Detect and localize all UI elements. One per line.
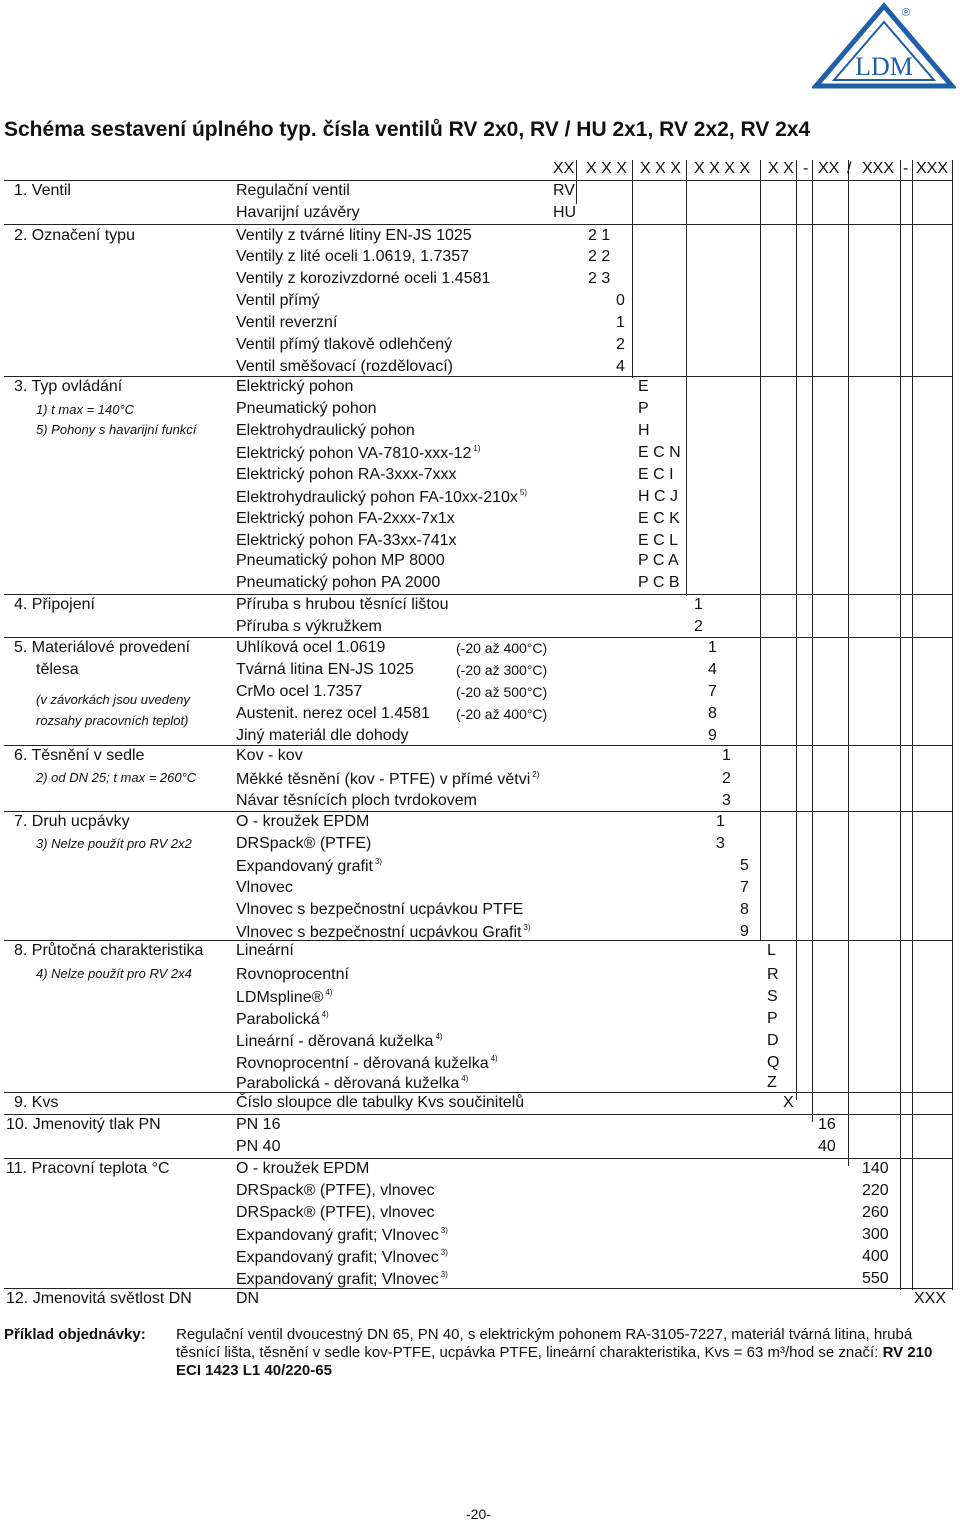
- option-text: [236, 618, 382, 636]
- option-label: Pneumatický pohon: [236, 400, 377, 417]
- option-text: [236, 879, 293, 897]
- option-label: DRSpack® (PTFE), vlnovec: [236, 1204, 435, 1221]
- option-text: [236, 1138, 280, 1156]
- example-label: Příklad objednávky:: [4, 1326, 146, 1343]
- option-label: DRSpack® (PTFE): [236, 835, 372, 852]
- footnote: rozsahy pracovních teplot): [36, 713, 189, 728]
- option-code: 9: [708, 727, 717, 744]
- footnote-ref: 4): [325, 988, 333, 997]
- option-code: 2: [694, 618, 703, 635]
- option-label: DRSpack® (PTFE), vlnovec: [236, 1182, 435, 1199]
- option-text: [236, 988, 333, 1007]
- section-label: 12. Jmenovitá světlost DN: [6, 1290, 192, 1307]
- option-code: Q: [767, 1054, 780, 1071]
- option-code: 5: [740, 857, 749, 874]
- option-text: [236, 792, 477, 810]
- footnote-ref: 3): [523, 923, 531, 932]
- option-label: Elektrohydraulický pohon: [236, 422, 415, 439]
- row-separator: [4, 1158, 952, 1159]
- footnote: 4) Nelze použít pro RV 2x4: [36, 966, 192, 981]
- option-code: 3: [716, 835, 725, 852]
- option-text: [236, 966, 349, 984]
- option-code: 8: [740, 901, 749, 918]
- option-code: P: [767, 1010, 778, 1027]
- option-label: Ventil přímý tlakově odlehčený: [236, 336, 453, 353]
- temperature-range: (-20 až 500°C): [456, 684, 548, 700]
- option-label: Pneumatický pohon MP 8000: [236, 552, 445, 569]
- divider: [796, 160, 797, 1100]
- option-code: E C K: [638, 510, 680, 527]
- divider: [812, 160, 813, 1122]
- option-label: Expandovaný grafit: [236, 858, 373, 875]
- row-separator: [4, 1114, 952, 1115]
- option-label: Elektrický pohon FA-2xxx-7x1x: [236, 510, 455, 527]
- option-text: [236, 314, 337, 332]
- option-label: Lineární - děrovaná kuželka: [236, 1033, 434, 1050]
- footnote-ref: 4): [490, 1054, 498, 1063]
- option-code: RV: [553, 182, 575, 199]
- code-segment: X X: [768, 160, 794, 177]
- option-code: 1: [708, 639, 717, 656]
- option-label: Ventily z korozivzdorné oceli 1.4581: [236, 270, 491, 287]
- option-text: [236, 466, 457, 484]
- option-code: 7: [708, 683, 717, 700]
- option-code: 1: [694, 596, 703, 613]
- row-separator: [4, 1092, 952, 1093]
- option-text: [236, 596, 449, 614]
- section-label: 7. Druh ucpávky: [14, 813, 130, 830]
- code-segment: XX: [818, 160, 840, 177]
- row-separator: [4, 1288, 952, 1289]
- option-label: Vlnovec: [236, 879, 293, 896]
- footnote-ref: 4): [435, 1032, 443, 1041]
- option-text: [236, 1074, 468, 1093]
- option-text: [236, 1182, 435, 1200]
- option-label: Elektrický pohon: [236, 378, 354, 395]
- section-label: 8. Průtočná charakteristika: [14, 942, 204, 959]
- divider: [952, 160, 953, 1290]
- option-text: [236, 532, 457, 550]
- option-code: H C J: [638, 488, 678, 505]
- option-code: 2 2: [588, 248, 611, 265]
- divider: [576, 160, 577, 204]
- option-text: [236, 510, 455, 528]
- row-separator: [4, 594, 952, 595]
- divider: [760, 160, 761, 940]
- option-label: Elektrický pohon RA-3xxx-7xxx: [236, 466, 457, 483]
- code-segment: X X X X: [694, 160, 751, 177]
- option-text: [236, 248, 469, 266]
- option-label: Uhlíková ocel 1.0619: [236, 639, 386, 656]
- registered-mark: ®: [902, 7, 911, 19]
- footnote-ref: 3): [440, 1226, 448, 1235]
- option-label: Parabolická: [236, 1011, 320, 1028]
- option-code: D: [767, 1032, 779, 1049]
- option-label: Příruba s hrubou těsnící lištou: [236, 596, 449, 613]
- option-text: [236, 422, 415, 440]
- option-code: E C L: [638, 532, 679, 549]
- footnote-ref: 4): [321, 1010, 329, 1019]
- option-code: 0: [616, 292, 625, 309]
- option-code: 40: [818, 1138, 836, 1155]
- option-label: PN 40: [236, 1138, 281, 1155]
- page-number: -20-: [466, 1506, 491, 1522]
- footnote-ref: 3): [374, 857, 383, 866]
- option-text: [236, 358, 453, 376]
- option-code: E C N: [638, 444, 681, 461]
- option-text: [236, 1160, 369, 1178]
- section-label: 5. Materiálové provedení: [14, 639, 191, 656]
- option-label: Kov - kov: [236, 747, 303, 764]
- option-text: [236, 639, 385, 657]
- code-segment: XXX: [916, 160, 949, 177]
- option-text: [236, 574, 440, 592]
- footnote-ref: 2): [532, 770, 540, 779]
- option-text: [236, 901, 523, 919]
- section-label: 2. Označení typu: [14, 227, 135, 244]
- option-text: [236, 1204, 435, 1222]
- code-segment: XX: [553, 160, 575, 177]
- footnote: 3) Nelze použít pro RV 2x2: [36, 836, 192, 851]
- option-label: Parabolická - děrovaná kuželka: [236, 1075, 460, 1092]
- row-separator: [4, 811, 952, 812]
- option-text: [236, 1226, 448, 1245]
- divider: [686, 160, 687, 596]
- option-code: 2 1: [588, 227, 611, 244]
- option-label: LDMspline®: [236, 989, 324, 1006]
- section-label: 1. Ventil: [14, 182, 71, 199]
- option-text: [236, 661, 414, 679]
- option-label: Elektrohydraulický pohon FA-10xx-210x: [236, 489, 518, 506]
- option-label: O - kroužek EPDM: [236, 813, 370, 830]
- option-text: [236, 1290, 259, 1308]
- option-code: P C B: [638, 574, 680, 591]
- ldm-logo: [812, 2, 956, 92]
- option-label: Rovnoprocentní: [236, 966, 349, 983]
- option-code: R: [767, 966, 779, 983]
- code-segment: /: [847, 160, 852, 177]
- option-label: Elektrický pohon FA-33xx-741x: [236, 532, 457, 549]
- option-label: Jiný materiál dle dohody: [236, 727, 409, 744]
- option-label: Ventily z lité oceli 1.0619, 1.7357: [236, 248, 470, 265]
- code-segment: -: [803, 160, 809, 177]
- option-code: 2: [722, 770, 731, 787]
- footnote: 1) t max = 140°C: [36, 402, 135, 417]
- temperature-range: (-20 až 400°C): [456, 640, 548, 656]
- option-label: PN 16: [236, 1116, 281, 1133]
- option-text: [236, 1248, 448, 1267]
- option-text: [236, 552, 445, 570]
- option-code: 7: [740, 879, 749, 896]
- option-code: P C A: [638, 552, 679, 569]
- option-text: [236, 227, 472, 245]
- option-text: [236, 1270, 448, 1289]
- option-label: Pneumatický pohon PA 2000: [236, 574, 441, 591]
- option-code: 9: [740, 923, 749, 940]
- section-label: 6. Těsnění v sedle: [14, 747, 145, 764]
- option-text: [236, 400, 377, 418]
- option-code: P: [638, 400, 649, 417]
- section-label: 4. Připojení: [14, 596, 95, 613]
- example-code: RV 210 ECI 1423 L1 40/220-65: [176, 1344, 933, 1379]
- option-text: [236, 683, 362, 701]
- option-label: Vlnovec s bezpečnostní ucpávkou PTFE: [236, 901, 524, 918]
- option-code: H: [638, 422, 650, 439]
- option-label: Expandovaný grafit; Vlnovec: [236, 1249, 439, 1266]
- option-code: 300: [862, 1226, 889, 1243]
- option-label: Expandovaný grafit; Vlnovec: [236, 1227, 439, 1244]
- option-label: Lineární: [236, 942, 294, 959]
- option-code: S: [767, 988, 778, 1005]
- option-code: L: [767, 942, 776, 959]
- option-label: Příruba s výkružkem: [236, 618, 382, 635]
- option-label: CrMo ocel 1.7357: [236, 683, 363, 700]
- option-label: Rovnoprocentní - děrovaná kuželka: [236, 1055, 489, 1072]
- section-label: 11. Pracovní teplota °C: [6, 1160, 170, 1177]
- option-code: 1: [722, 747, 731, 764]
- option-code: 1: [616, 314, 625, 331]
- example-text: [176, 1326, 956, 1380]
- code-segment: X X X: [586, 160, 627, 177]
- option-text: [236, 1010, 329, 1029]
- option-code: 8: [708, 705, 717, 722]
- footnote-ref: 5): [519, 488, 528, 497]
- option-label: Návar těsnících ploch tvrdokovem: [236, 792, 477, 809]
- option-label: Ventily z tvárné litiny EN-JS 1025: [236, 227, 472, 244]
- option-code: 4: [708, 661, 717, 678]
- row-separator: [4, 180, 952, 181]
- code-segment: X X X: [640, 160, 681, 177]
- option-text: [236, 813, 369, 831]
- option-code: 140: [862, 1160, 889, 1177]
- option-text: [236, 942, 294, 960]
- option-label: Měkké těsnění (kov - PTFE) v přímé větvi: [236, 771, 531, 788]
- option-code: E C I: [638, 466, 674, 483]
- option-code: 4: [616, 358, 625, 375]
- option-label: O - kroužek EPDM: [236, 1160, 370, 1177]
- footnote: 5) Pohony s havarijní funkcí: [36, 422, 197, 437]
- row-separator: [4, 745, 952, 746]
- option-label: Austenit. nerez ocel 1.4581: [236, 705, 430, 722]
- option-text: [236, 444, 481, 463]
- option-code: 550: [862, 1270, 889, 1287]
- option-label: Regulační ventil: [236, 182, 350, 199]
- code-segment: XXX: [862, 160, 895, 177]
- option-label: Ventil reverzní: [236, 314, 338, 331]
- option-label: Vlnovec s bezpečnostní ucpávkou Grafit: [236, 924, 522, 941]
- option-text: [236, 747, 303, 765]
- option-code: XXX: [914, 1290, 947, 1307]
- page-title: Schéma sestavení úplného typ. čísla ventilů RV 2x0, RV / HU 2x1, RV 2x2, RV 2x4: [4, 118, 811, 141]
- option-code: 2: [616, 336, 625, 353]
- option-code: 2 3: [588, 270, 611, 287]
- option-code: 1: [716, 813, 725, 830]
- footnote: 2) od DN 25; t max = 260°C: [36, 770, 197, 785]
- divider: [900, 160, 901, 1290]
- logo-text: LDM: [855, 52, 913, 81]
- option-text: [236, 1094, 524, 1112]
- option-code: 16: [818, 1116, 836, 1133]
- footnote-ref: 3): [440, 1270, 448, 1279]
- option-code: E: [638, 378, 649, 395]
- option-text: [236, 705, 430, 723]
- option-text: [236, 336, 452, 354]
- section-label: tělesa: [36, 661, 79, 678]
- temperature-range: (-20 až 300°C): [456, 662, 548, 678]
- divider: [912, 160, 913, 1290]
- footnote: (v závorkách jsou uvedeny: [36, 692, 190, 707]
- option-label: Číslo sloupce dle tabulky Kvs součinitelů: [236, 1094, 525, 1111]
- section-label: 9. Kvs: [14, 1094, 59, 1111]
- example-description: Regulační ventil dvoucestný DN 65, PN 40, s elektrickým pohonem RA-3105-7227, materiál tvárná litina, hrubá těsnící lišta, těsnění v sedle kov-PTFE, ucpávka PTFE, lineární charakteristika, Kvs = 63 m³/hod se značí:: [176, 1326, 913, 1361]
- option-label: Expandovaný grafit; Vlnovec: [236, 1271, 439, 1288]
- option-text: [236, 770, 539, 789]
- row-separator: [4, 224, 952, 225]
- option-label: Havarijní uzávěry: [236, 204, 360, 221]
- divider: [847, 160, 852, 1166]
- option-text: [236, 835, 371, 853]
- option-code: 3: [722, 792, 731, 809]
- option-label: Elektrický pohon VA-7810-xxx-12: [236, 445, 472, 462]
- row-separator: [4, 940, 952, 941]
- row-separator: [4, 637, 952, 638]
- divider: [632, 160, 633, 378]
- option-text: [236, 378, 353, 396]
- option-text: [236, 857, 382, 876]
- footnote-ref: 1): [473, 444, 481, 453]
- option-text: [236, 1054, 498, 1073]
- option-label: DN: [236, 1290, 260, 1307]
- option-text: [236, 1032, 443, 1051]
- option-label: Tvárná litina EN-JS 1025: [236, 661, 414, 678]
- option-code: HU: [553, 204, 577, 221]
- option-code: X: [783, 1094, 794, 1111]
- option-label: Ventil přímý: [236, 292, 320, 309]
- temperature-range: (-20 až 400°C): [456, 706, 548, 722]
- code-segment: -: [903, 160, 909, 177]
- footnote-ref: 4): [461, 1074, 469, 1083]
- row-separator: [4, 376, 952, 377]
- option-code: Z: [767, 1074, 777, 1091]
- option-code: 220: [862, 1182, 889, 1199]
- option-text: [236, 270, 490, 288]
- option-text: [236, 204, 360, 222]
- option-text: [236, 292, 320, 310]
- footnote-ref: 3): [440, 1248, 448, 1257]
- section-label: 3. Typ ovládání: [14, 378, 123, 395]
- option-text: [236, 182, 350, 200]
- option-text: [236, 1116, 280, 1134]
- option-text: [236, 488, 527, 507]
- option-text: [236, 727, 409, 745]
- option-label: Ventil směšovací (rozdělovací): [236, 358, 453, 375]
- option-code: 400: [862, 1248, 889, 1265]
- option-code: 260: [862, 1204, 889, 1221]
- section-label: 10. Jmenovitý tlak PN: [6, 1116, 161, 1133]
